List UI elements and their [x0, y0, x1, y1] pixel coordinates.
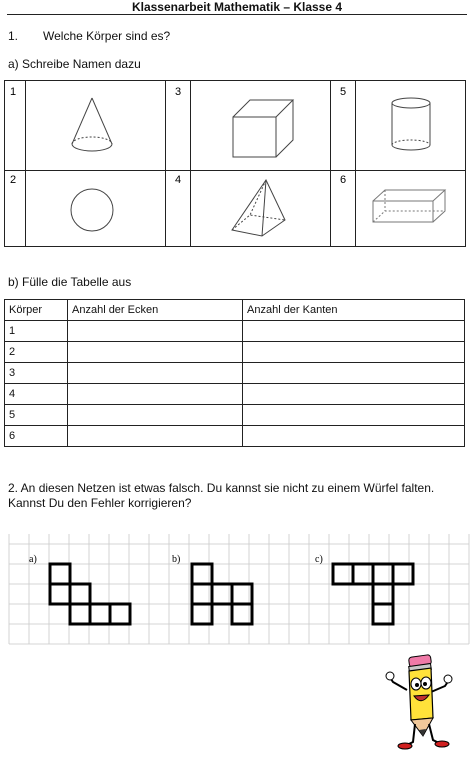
- table-row-label: 3: [5, 363, 68, 384]
- table-row: [5, 384, 465, 405]
- shape-cell-number: 6: [340, 174, 347, 186]
- question-1a-instruction: a) Schreibe Namen dazu: [8, 57, 141, 71]
- table-row-label: 6: [5, 426, 68, 447]
- table-row: [5, 363, 465, 384]
- net-b-label: b): [172, 554, 181, 565]
- answer-cell-kanten[interactable]: [243, 342, 465, 363]
- answer-cell-kanten[interactable]: [243, 405, 465, 426]
- shape-cell-number: 1: [10, 86, 17, 98]
- answer-cell-ecken[interactable]: [68, 405, 243, 426]
- table-row: [5, 405, 465, 426]
- cone-icon: [72, 98, 112, 151]
- answer-table-header: Anzahl der Ecken: [68, 300, 243, 321]
- shape-cell-number: 2: [10, 174, 17, 186]
- shape-cell-number: 4: [175, 174, 182, 186]
- graph-paper: [9, 534, 469, 644]
- pencil-mascot-icon: [385, 652, 455, 752]
- answer-cell-ecken[interactable]: [68, 363, 243, 384]
- table-row: [5, 426, 465, 447]
- cylinder-icon: [392, 98, 430, 150]
- table-row: [5, 342, 465, 363]
- table-row-label: 5: [5, 405, 68, 426]
- answer-cell-kanten[interactable]: [243, 384, 465, 405]
- answer-cell-ecken[interactable]: [68, 321, 243, 342]
- answer-cell-kanten[interactable]: [243, 363, 465, 384]
- net-b: [192, 564, 252, 624]
- cube-icon: [233, 100, 293, 157]
- answer-table-header: Anzahl der Kanten: [243, 300, 465, 321]
- answer-table-header-row: [5, 300, 465, 321]
- net-a: [50, 564, 130, 624]
- question-1-number: 1.: [8, 29, 19, 43]
- answer-cell-kanten[interactable]: [243, 426, 465, 447]
- pyramid-icon: [232, 180, 285, 236]
- page-title: Klassenarbeit Mathematik – Klasse 4: [131, 0, 343, 14]
- question-1b-instruction: b) Fülle die Tabelle aus: [8, 275, 132, 289]
- net-c: [333, 564, 413, 624]
- shape-cell-number: 5: [340, 86, 347, 98]
- shape-cell-number: 3: [175, 86, 182, 98]
- answer-table-header: Körper: [5, 300, 68, 321]
- answer-cell-ecken[interactable]: [68, 342, 243, 363]
- cuboid-icon: [373, 190, 445, 222]
- answer-cell-ecken[interactable]: [68, 384, 243, 405]
- question-2-text: 2. An diesen Netzen ist etwas falsch. Du kannst sie nicht zu einem Würfel falten. Kannst Du den Fehler korrigieren?: [8, 481, 435, 510]
- net-c-label: c): [315, 554, 323, 565]
- table-row-label: 1: [5, 321, 68, 342]
- net-a-label: a): [29, 554, 37, 565]
- answer-table: [4, 299, 465, 447]
- question-1-text: Welche Körper sind es?: [43, 29, 171, 43]
- table-row-label: 2: [5, 342, 68, 363]
- sphere-icon: [71, 189, 113, 231]
- table-row-label: 4: [5, 384, 68, 405]
- answer-cell-kanten[interactable]: [243, 321, 465, 342]
- table-row: [5, 321, 465, 342]
- answer-cell-ecken[interactable]: [68, 426, 243, 447]
